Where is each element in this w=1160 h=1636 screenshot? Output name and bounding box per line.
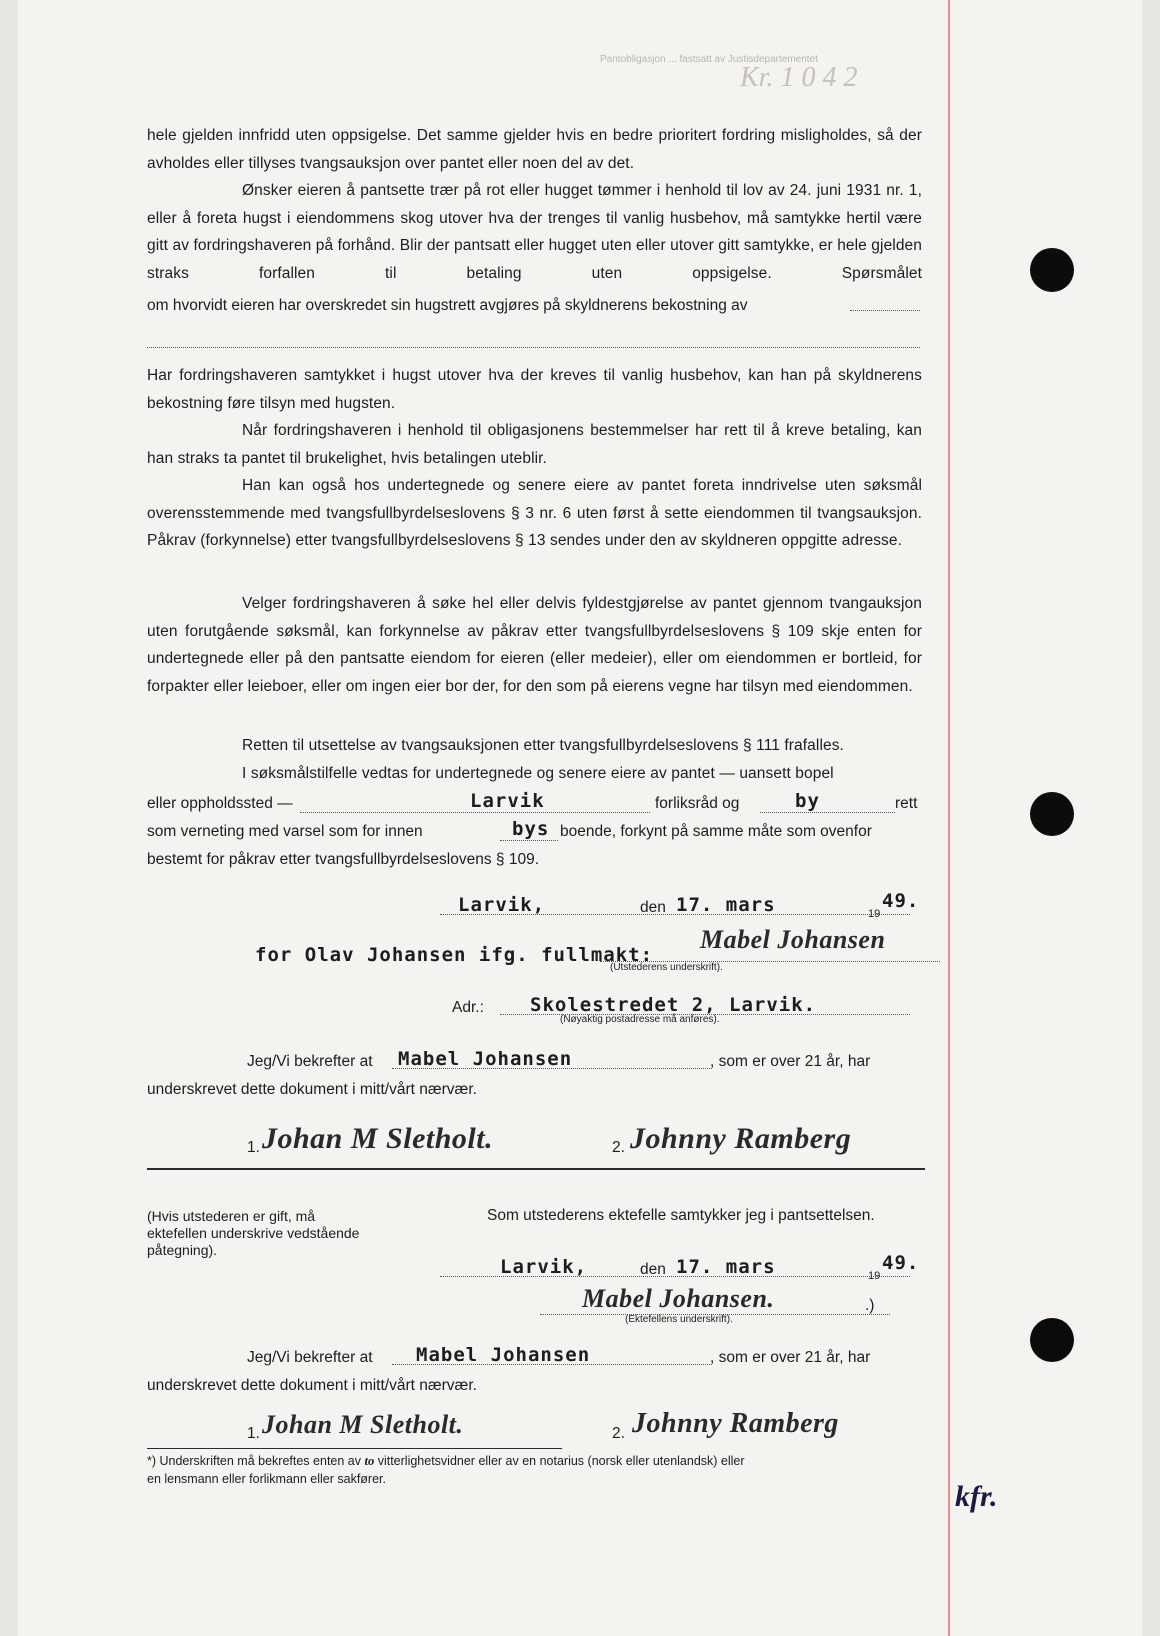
punch-hole-3 — [1030, 1318, 1074, 1362]
paragraph-3: Har fordringshaveren samtykket i hugst utover hva der kreves til vanlig husbehov, kan han på skyldnerens bekostning føre tilsyn med hugsten. — [147, 367, 922, 412]
spouse-den-label: den — [640, 1261, 666, 1278]
footnote-text-c: en lensmann eller forlikmann eller sakfører. — [147, 1472, 386, 1486]
punch-hole-1 — [1030, 248, 1074, 292]
confirm-2-name: Mabel Johansen — [416, 1344, 591, 1366]
confirm-1-text-c: underskrevet dette dokument i mitt/vårt nærvær. — [147, 1081, 477, 1098]
witness-1-number: 1. — [247, 1139, 260, 1156]
witness-1-signature: Johan M Sletholt. — [262, 1122, 494, 1155]
spouse-caption: (Ektefellens underskrift). — [625, 1314, 733, 1325]
witness-2-signature: Johnny Ramberg — [630, 1122, 852, 1155]
confirm-2-text-b: , som er over 21 år, har — [710, 1349, 871, 1366]
paragraph-8-text-b: forliksråd og — [655, 795, 740, 812]
margin-note-kfr: kfr. — [955, 1480, 998, 1513]
punch-hole-2 — [1030, 792, 1074, 836]
address-label: Adr.: — [452, 999, 484, 1016]
witness-2-number: 2. — [612, 1139, 625, 1156]
spouse-consent: Som utstederens ektefelle samtykker jeg i pantsettelsen. — [487, 1207, 875, 1224]
paragraph-2-last-line: om hvorvidt eieren har overskredet sin hugstrett avgjøres på skyldnerens bekostning av — [147, 297, 748, 314]
bleed-through-small: Pantobligasjon ... fastsatt av Justisdepartementet — [600, 54, 818, 65]
paragraph-4: Når fordringshaveren i henhold til obligasjonens bestemmelser har rett til å kreve betaling, kan han straks ta pantet til brukelighet, hvis betalingen uteblir. — [147, 422, 922, 467]
sign-year-prefix: 19 — [868, 908, 881, 920]
spouse-signature: Mabel Johansen. — [582, 1284, 775, 1313]
fill-line-hugst-1 — [850, 310, 920, 311]
issuer-signature: Mabel Johansen — [700, 925, 886, 954]
sign-den-label: den — [640, 899, 666, 916]
sign-place: Larvik, — [458, 894, 546, 916]
spouse-year: 49. — [882, 1252, 920, 1274]
spouse-witness-2-signature: Johnny Ramberg — [632, 1408, 839, 1439]
paragraph-8-text-e: boende, forkynt på samme måte som ovenfor — [560, 823, 872, 840]
typed-bys: bys — [512, 818, 550, 840]
confirm-2-text-c: underskrevet dette dokument i mitt/vårt nærvær. — [147, 1377, 477, 1394]
spouse-signature-paren: .) — [865, 1297, 875, 1314]
spouse-date: 17. mars — [676, 1256, 776, 1278]
spouse-witness-1-number: 1. — [247, 1425, 260, 1442]
paragraph-8-line-1: I søksmålstilfelle vedtas for undertegnede og senere eiere av pantet — uansett bopel — [242, 765, 834, 782]
red-margin-line — [948, 0, 950, 1636]
fill-line-hugst-2 — [147, 347, 920, 348]
spouse-note: (Hvis utstederen er gift, må ektefellen underskrive vedstående påtegning). — [147, 1208, 360, 1258]
spouse-place: Larvik, — [500, 1256, 588, 1278]
spouse-witness-1-signature: Johan M Sletholt. — [262, 1410, 464, 1439]
confirm-1-text-a: Jeg/Vi bekrefter at — [247, 1053, 373, 1070]
paragraph-1: hele gjelden innfridd uten oppsigelse. Det samme gjelder hvis en bedre prioritert fordring misligholdes, så der avholdes eller tillyses tvangsauksjon over pantet eller noen del av det. — [147, 127, 922, 172]
bleed-through-header: Kr. 1 0 4 2 — [740, 62, 858, 93]
issuer-typed-name: for Olav Johansen ifg. fullmakt: — [255, 944, 654, 966]
typed-by: by — [795, 790, 820, 812]
address-value: Skolestredet 2, Larvik. — [530, 994, 817, 1016]
sign-year: 49. — [882, 890, 920, 912]
footnote-divider — [147, 1448, 562, 1449]
paragraph-8-text-d: som verneting med varsel som for innen — [147, 823, 423, 840]
sign-date: 17. mars — [676, 894, 776, 916]
issuer-caption: (Utstederens underskrift). — [610, 962, 723, 973]
fill-line-bys — [500, 840, 558, 841]
spouse-year-prefix: 19 — [868, 1270, 881, 1282]
paragraph-8-text-c: rett — [895, 795, 918, 812]
spouse-witness-2-number: 2. — [612, 1425, 625, 1442]
footnote-text-a: *) Underskriften må bekreftes enten av — [147, 1454, 361, 1468]
address-caption: (Nøyaktig postadresse må anføres). — [560, 1014, 720, 1025]
paragraph-8-text-a: eller oppholdssted — — [147, 795, 293, 812]
footnote — [147, 1452, 927, 1488]
confirm-1-text-b: , som er over 21 år, har — [710, 1053, 871, 1070]
footnote-to-handwritten: to — [364, 1454, 375, 1468]
typed-larvik: Larvik — [470, 790, 545, 812]
paragraph-2: Ønsker eieren å pantsette trær på rot eller hugget tømmer i henhold til lov av 24. juni 1931 nr. 1, eller å foreta hugst i eiendommens skog utover hva der trenges til vanlig husbehov, må samtykke hertil være gitt av fordringshaveren på forhånd. Blir der pantsatt eller hugget uten eller utover gitt samtykke, er hele gjelden straks forfallen til betaling uten oppsigelse. Spørsmålet — [147, 182, 922, 282]
paragraph-8-text-f: bestemt for påkrav etter tvangsfullbyrdelseslovens § 109. — [147, 851, 540, 868]
fill-line-rett — [760, 812, 895, 813]
confirm-2-text-a: Jeg/Vi bekrefter at — [247, 1349, 373, 1366]
section-divider — [147, 1168, 925, 1170]
paragraph-5: Han kan også hos undertegnede og senere eiere av pantet foreta inndrivelse uten søksmål overensstemmende med tvangsfullbyrdelseslovens § 3 nr. 6 uten først å sette eiendommen til tvangsauksjon. Påkrav (forkynnelse) etter tvangsfullbyrdelseslovens § 13 sendes under den av skyldneren oppgitte adresse. — [147, 477, 922, 549]
confirm-1-name: Mabel Johansen — [398, 1048, 573, 1070]
paragraph-6: Velger fordringshaveren å søke hel eller delvis fyldestgjørelse av pantet gjennom tvangauksjon uten forutgående søksmål, kan forkynnelse av påkrav etter tvangsfullbyrdelseslovens § 109 skje enten for undertegnede eller på den pantsatte eiendom for eieren (eller medeier), eller om eiendommen er bortleid, for forpakter eller leieboer, eller om ingen eier bor der, for den som på eierens vegne har tilsyn med eiendommen. — [147, 595, 922, 695]
footnote-text-b: vitterlighetsvidner eller av en notarius (norsk eller utenlandsk) eller — [377, 1454, 745, 1468]
fill-line-forliksrad — [300, 812, 650, 813]
paragraph-7: Retten til utsettelse av tvangsauksjonen etter tvangsfullbyrdelseslovens § 111 frafalles. — [242, 737, 844, 754]
